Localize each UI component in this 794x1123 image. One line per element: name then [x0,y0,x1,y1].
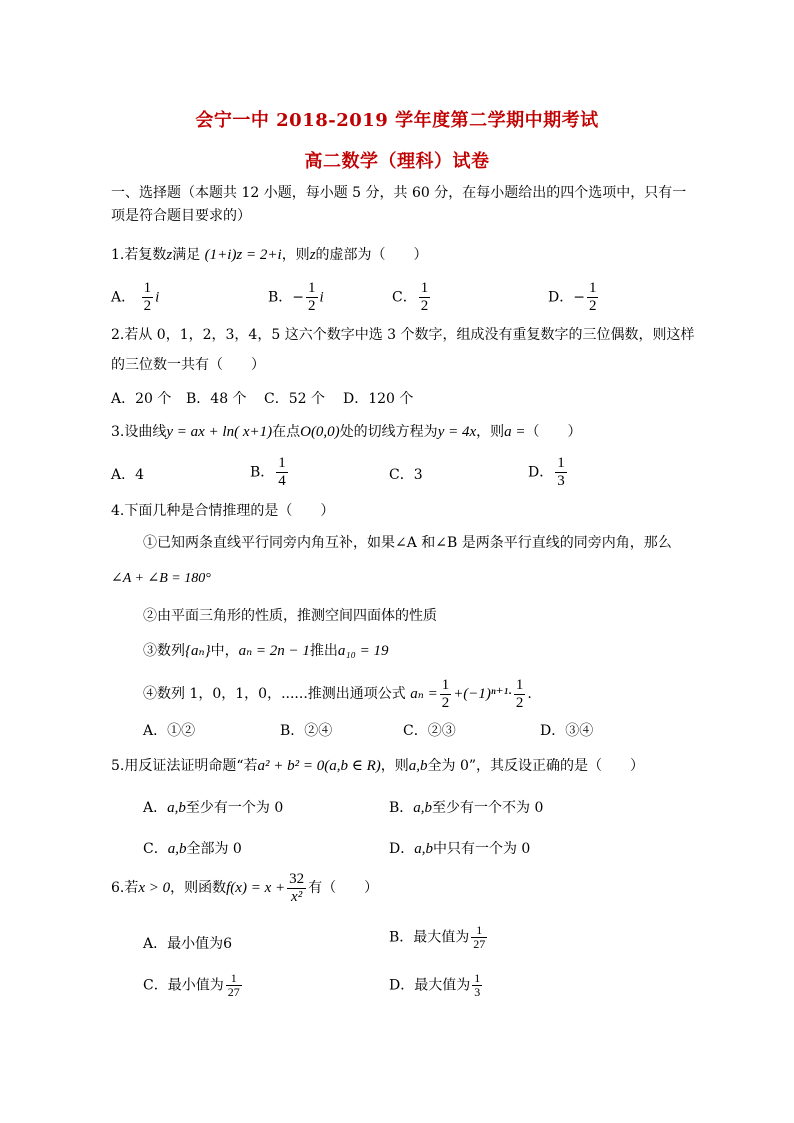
q4-item-3-seq: {aₙ} [185,643,211,659]
q3-option-d-label: D． [528,464,554,481]
q4-item-1-line2: ∠A + ∠B = 180° [111,571,211,586]
fraction-numerator: 1 [588,280,597,296]
q1-option-a [111,280,159,315]
q1-z: z [166,247,173,263]
q6-option-b [389,924,489,951]
q6-condition: x > 0 [138,880,171,896]
q6-option-d-fraction [472,972,482,999]
q2-option-c: C．52 个 [264,391,325,407]
fraction-numerator: 1 [226,972,242,986]
q1-option-d [548,280,600,315]
q1-option-b-sign: − [292,289,305,306]
q5-option-b-label: B． [389,800,414,816]
exam-subtitle: 高二数学（理科）试卷 [304,151,490,172]
section-heading-line2: 项是符合题目要求的） [111,208,251,224]
q4-item-4-mid: +(−1)ⁿ⁺¹· [453,686,512,702]
q6-mid: ，则函数 [170,880,227,896]
q5-mid: ，则 [380,758,409,774]
q5-option-c-text: 全部为 0 [186,841,242,857]
fraction-denominator: 2 [588,298,597,314]
q3-mid3: ，则 [476,424,505,440]
fraction-denominator: 27 [473,937,486,951]
q1-post: 的虚部为（ ） [315,247,428,263]
fraction-denominator: 2 [515,694,524,711]
q3-post: （ ） [525,424,582,440]
exam-title: 会宁一中 2018-2019 学年度第二学期中期考试 [195,110,599,131]
q5-option-c-ab: a,b [167,841,187,857]
q1-mid: 满足 [172,247,201,263]
q1-option-c [392,280,432,315]
q4-item-2: ②由平面三角形的性质，推测空间四面体的性质 [143,608,437,624]
q5-option-c [143,838,242,858]
q3-curve: y = ax + ln( x+1) [166,424,273,440]
fraction-numerator: 1 [278,455,286,471]
q6-option-a [143,933,232,953]
q1-option-d-fraction [587,280,599,315]
q4-item-3-eq: aₙ = 2n − 1 [238,643,310,659]
q1-option-b-fraction [306,280,318,315]
q5-option-d-text: 中只有一个为 0 [432,841,531,857]
q6-option-a-value: 6 [223,936,233,952]
fraction-denominator: 2 [441,694,450,711]
q1-equation: (1+i)z = 2+i [204,247,282,263]
q3-option-a-value: 4 [135,467,145,483]
q1-option-b-suffix: i [319,289,324,306]
fraction-denominator: 2 [308,298,316,314]
q4-item-3 [143,642,388,660]
q4-item-4-pre: ④数列 1，0，1，0，......推测出通项公式 [143,686,406,702]
q1-option-a-fraction [142,280,154,315]
q1-z2: z [309,247,316,263]
fraction-denominator: 27 [227,985,240,999]
q6-option-b-label: B．最大值为 [389,929,470,946]
q4-item-3-result: a₁₀ = 19 [337,643,389,659]
q5-option-c-label: C． [143,841,168,857]
q6-option-c-fraction [226,972,242,999]
q3-point: O(0,0) [300,424,340,440]
q4-option-c: C．②③ [403,723,456,739]
question-3-stem [111,423,582,441]
q5-option-b [389,797,543,817]
q6-option-b-fraction [471,924,487,951]
q5-pre: 5.用反证法证明命题“若 [111,758,258,774]
fraction-numerator: 1 [143,280,152,296]
q5-option-a [143,797,283,817]
fraction-numerator: 1 [474,971,481,985]
question-1-stem [111,246,428,264]
fraction-denominator: x² [291,888,303,905]
q6-option-a-label: A．最小值为 [143,936,224,952]
q5-option-d-label: D． [389,841,415,857]
q5-option-d [389,838,530,858]
q6-option-d [389,972,484,999]
fraction-denominator: 4 [278,473,286,489]
q6-option-c-label: C．最小值为 [143,977,224,994]
q3-option-c-value: 3 [413,467,423,483]
q2-option-a: A．20 个 [111,391,172,407]
q5-post: 全为 0”，其反设正确的是（ ） [427,758,645,774]
fraction-denominator: 2 [143,298,152,314]
q4-item-4-fraction-2 [514,677,526,712]
q3-option-a-label: A． [111,467,136,483]
q3-option-b-label: B． [250,464,275,481]
q5-ab: a,b [408,758,428,774]
q1-option-a-label: A． [111,289,136,306]
question-2-line1: 2.若从 0，1，2，3，4，5 这六个数字中选 3 个数字，组成没有重复数字的三位偶数，则这样 [111,327,695,343]
q1-mid2: ，则 [281,247,310,263]
q1-option-c-fraction [419,280,431,315]
q1-option-b [268,280,324,315]
q1-option-a-suffix: i [155,289,160,306]
q6-option-c [143,972,244,999]
fraction-denominator: 3 [474,985,481,999]
q4-item-4-end: . [527,686,532,702]
q3-option-b [250,455,290,490]
fraction-denominator: 2 [420,298,429,314]
q6-option-d-label: D．最大值为 [389,977,471,994]
q5-condition: a² + b² = 0(a,b ∈ R) [257,758,381,774]
q3-mid2: 处的切线方程为 [339,424,438,440]
q3-option-c [389,464,423,484]
fraction-numerator: 1 [308,280,316,296]
q2-option-d: D．120 个 [343,391,414,407]
q1-option-c-label: C． [392,289,417,306]
q3-option-b-fraction [276,455,288,490]
q3-mid: 在点 [272,424,301,440]
fraction-numerator: 1 [441,676,450,693]
q3-option-d [528,455,569,490]
question-6-stem [111,870,378,906]
question-4-stem: 4.下面几种是合情推理的是（ ） [111,503,335,519]
q5-option-d-ab: a,b [414,841,433,857]
fraction-numerator: 1 [420,280,429,296]
q5-option-a-ab: a,b [167,800,186,816]
q4-item-1-line1: ①已知两条直线平行同旁内角互补，如果∠A 和∠B 是两条平行直线的同旁内角，那么 [143,535,672,551]
q1-option-d-label: D． [548,289,574,306]
q4-option-a: A．①② [143,723,196,739]
q4-item-3-pre: ③数列 [143,643,185,659]
q3-option-a [111,464,144,484]
q3-pre: 3.设曲线 [111,424,167,440]
q4-item-4 [143,676,532,712]
q4-item-3-mid: 中， [210,643,239,659]
section-heading-line1: 一、选择题（本题共 12 小题，每小题 5 分，共 60 分，在每小题给出的四个选项中，只有一 [111,185,687,201]
q3-tangent: y = 4x [437,424,477,440]
q6-post: 有（ ） [308,880,379,896]
fraction-numerator: 1 [471,924,487,938]
q5-option-b-ab: a,b [413,800,433,816]
question-5-stem [111,757,644,775]
q6-fraction [287,871,306,906]
fraction-numerator: 1 [515,676,524,693]
q4-item-4-lhs: aₙ = [410,686,438,702]
fraction-denominator: 3 [557,473,565,489]
q6-pre: 6.若 [111,880,139,896]
question-2-line2: 的三位数一共有（ ） [111,357,265,373]
q5-option-b-text: 至少有一个不为 0 [432,800,544,816]
q1-pre: 1.若复数 [111,247,167,263]
q4-item-3-post: 推出 [309,643,338,659]
q4-option-d: D．③④ [540,723,594,739]
q3-a: a = [504,424,526,440]
q2-option-b: B．48 个 [186,391,247,407]
q5-option-a-text: 至少有一个为 0 [185,800,284,816]
q6-function: f(x) = x + [226,880,286,896]
q3-option-c-label: C． [389,467,414,483]
q1-option-b-label: B． [268,289,293,306]
q4-item-4-fraction-1 [440,677,452,712]
q5-option-a-label: A． [143,800,168,816]
q4-option-b: B．②④ [280,723,333,739]
q3-option-d-fraction [555,455,567,490]
fraction-numerator: 32 [289,870,305,887]
fraction-numerator: 1 [557,455,565,471]
q1-option-d-sign: − [573,289,585,306]
